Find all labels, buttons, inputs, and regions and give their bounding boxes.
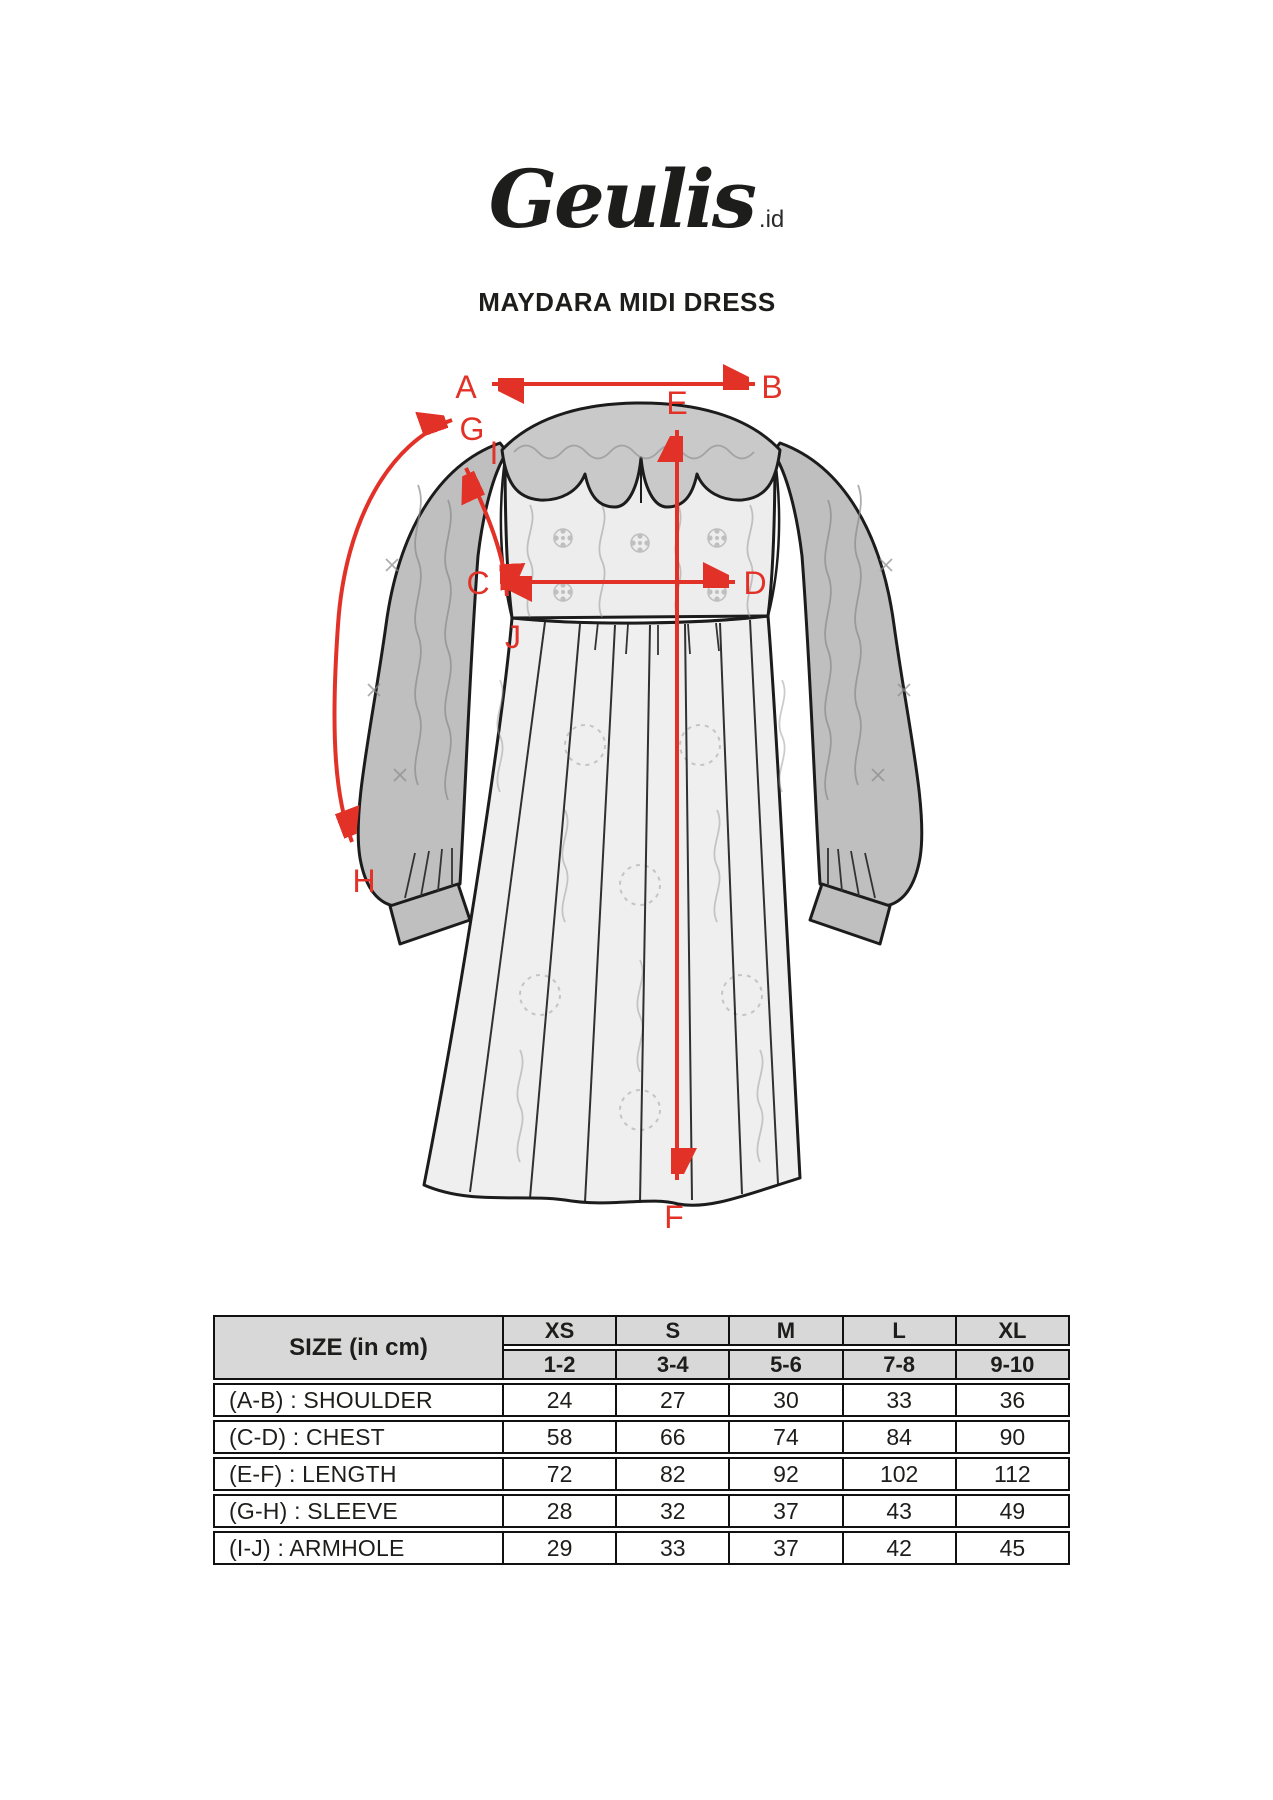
peter-pan-collar	[502, 403, 780, 507]
size-value-cell: 84	[844, 1420, 957, 1454]
label-point-g: G	[459, 411, 485, 447]
size-col-header: L	[844, 1315, 957, 1346]
label-point-f: F	[664, 1199, 684, 1235]
brand-logo-suffix: .id	[758, 206, 785, 233]
size-value-cell: 43	[844, 1494, 957, 1528]
size-value-cell: 82	[617, 1457, 730, 1491]
row-label: (I-J) : ARMHOLE	[213, 1531, 504, 1565]
size-value-cell: 29	[504, 1531, 617, 1565]
size-value-cell: 58	[504, 1420, 617, 1454]
size-value-cell: 37	[730, 1494, 843, 1528]
age-range-header: 9-10	[957, 1349, 1070, 1380]
size-value-cell: 28	[504, 1494, 617, 1528]
size-table-corner-label: SIZE (in cm)	[213, 1315, 504, 1380]
label-point-a: A	[455, 369, 477, 405]
size-value-cell: 33	[844, 1383, 957, 1417]
size-value-cell: 33	[617, 1531, 730, 1565]
row-label: (A-B) : SHOULDER	[213, 1383, 504, 1417]
table-row-length	[213, 1457, 1070, 1491]
size-value-cell: 30	[730, 1383, 843, 1417]
size-value-cell: 24	[504, 1383, 617, 1417]
size-value-cell: 27	[617, 1383, 730, 1417]
size-value-cell: 42	[844, 1531, 957, 1565]
table-row-shoulder	[213, 1383, 1070, 1417]
label-point-d: D	[743, 565, 767, 601]
size-value-cell: 72	[504, 1457, 617, 1491]
row-label: (C-D) : CHEST	[213, 1420, 504, 1454]
size-value-cell: 32	[617, 1494, 730, 1528]
sleeve-right	[773, 443, 922, 944]
size-value-cell: 36	[957, 1383, 1070, 1417]
size-value-cell: 45	[957, 1531, 1070, 1565]
table-row-chest	[213, 1420, 1070, 1454]
brand-logo-text: Geulis	[488, 152, 754, 246]
size-col-header: XL	[957, 1315, 1070, 1346]
size-table	[213, 1312, 1070, 1568]
label-point-e: E	[666, 385, 688, 421]
label-point-h: H	[352, 863, 376, 899]
size-col-header: M	[730, 1315, 843, 1346]
row-label: (E-F) : LENGTH	[213, 1457, 504, 1491]
size-value-cell: 102	[844, 1457, 957, 1491]
size-value-cell: 112	[957, 1457, 1070, 1491]
age-range-header: 3-4	[617, 1349, 730, 1380]
size-value-cell: 37	[730, 1531, 843, 1565]
table-row-armhole	[213, 1531, 1070, 1565]
label-point-j: J	[505, 619, 521, 655]
label-point-c: C	[466, 565, 490, 601]
row-label: (G-H) : SLEEVE	[213, 1494, 504, 1528]
size-value-cell: 66	[617, 1420, 730, 1454]
size-col-header: S	[617, 1315, 730, 1346]
label-point-i: I	[489, 435, 499, 471]
age-range-header: 7-8	[844, 1349, 957, 1380]
table-row-sleeve	[213, 1494, 1070, 1528]
label-point-b: B	[761, 369, 783, 405]
product-title: MAYDARA MIDI DRESS	[478, 287, 776, 317]
size-value-cell: 90	[957, 1420, 1070, 1454]
age-range-header: 5-6	[730, 1349, 843, 1380]
size-col-header: XS	[504, 1315, 617, 1346]
size-value-cell: 92	[730, 1457, 843, 1491]
size-value-cell: 49	[957, 1494, 1070, 1528]
age-range-header: 1-2	[504, 1349, 617, 1380]
size-value-cell: 74	[730, 1420, 843, 1454]
dress-skirt	[424, 616, 800, 1205]
